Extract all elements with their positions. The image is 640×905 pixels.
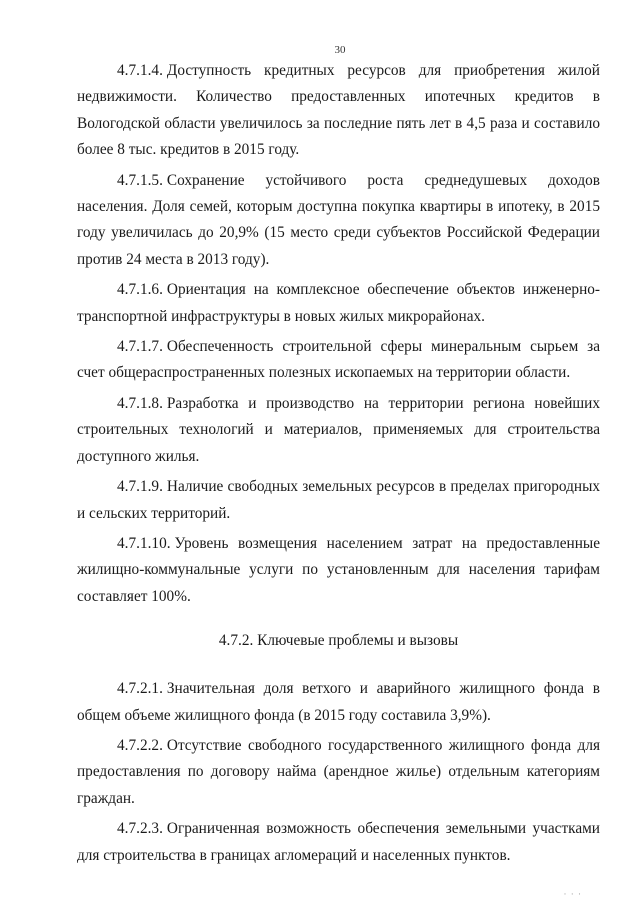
paragraph-4-7-1-5 (77, 168, 600, 274)
paragraph-number: 4.7.2.1. (117, 680, 163, 698)
document-body (77, 58, 600, 873)
paragraph-text: Доступность кредитных ресурсов для приобретения жилой недвижимости. Количество предоставленных ипотечных кредитов в Вологодской области увеличилось за последние пять лет в 4,5 раза и составило более 8 тыс. кредитов в 2015 году. (77, 62, 600, 159)
paragraph-number: 4.7.1.8. (117, 394, 163, 412)
paragraph-number: 4.7.1.4. (117, 62, 163, 79)
paragraph-4-7-1-10 (77, 531, 600, 610)
paragraph-number: 4.7.2.3. (117, 820, 163, 838)
paragraph-number: 4.7.1.5. (117, 171, 163, 189)
paragraph-4-7-2-1 (77, 676, 600, 729)
paragraph-text: Разработка и производство на территории региона новейших строительных технологий и материалов, применяемых для строительства доступного жилья. (77, 394, 600, 465)
paragraph-4-7-1-8 (77, 391, 600, 470)
paragraph-4-7-1-4 (77, 58, 600, 164)
paragraph-4-7-2-3 (77, 816, 600, 869)
paragraph-number: 4.7.1.9. (117, 478, 163, 496)
paragraph-4-7-1-6 (77, 277, 600, 330)
section-heading: 4.7.2. Ключевые проблемы и вызовы (218, 632, 459, 650)
footer-mark: · · · (563, 889, 582, 899)
paragraph-number: 4.7.1.10. (117, 534, 171, 552)
paragraph-4-7-1-7 (77, 334, 600, 387)
paragraph-text: Отсутствие свободного государственного жилищного фонда для предоставления по договору найма (арендное жилье) отдельным категориям граждан. (77, 736, 600, 807)
paragraph-text: Сохранение устойчивого роста среднедушевых доходов населения. Доля семей, которым доступна покупка квартиры в ипотеку, в 2015 году увеличилась до 20,9% (15 место среди субъектов Российской Федерации против 24 места в 2013 году). (77, 171, 600, 268)
paragraph-4-7-1-9 (77, 474, 600, 527)
paragraph-text: Уровень возмещения населением затрат на предоставленные жилищно-коммунальные услуги по установленным для населения тарифам составляет 100%. (77, 534, 600, 605)
paragraph-number: 4.7.2.2. (117, 736, 163, 754)
paragraph-4-7-2-2 (77, 733, 600, 812)
paragraph-text: Значительная доля ветхого и аварийного жилищного фонда в общем объеме жилищного фонда (в 2015 году составила 3,9%). (77, 680, 600, 724)
paragraph-text: Наличие свободных земельных ресурсов в пределах пригородных и сельских территорий. (77, 478, 600, 522)
paragraph-number: 4.7.1.6. (117, 281, 163, 299)
paragraph-text: Ориентация на комплексное обеспечение объектов инженерно-транспортной инфраструктуры в новых жилых микрорайонах. (77, 281, 600, 325)
paragraph-text: Обеспеченность строительной сферы минеральным сырьем за счет общераспространенных полезных ископаемых на территории области. (77, 338, 600, 382)
page-number: 30 (334, 44, 346, 56)
paragraph-text: Ограниченная возможность обеспечения земельными участками для строительства в границах агломераций и населенных пунктов. (77, 820, 600, 864)
paragraph-number: 4.7.1.7. (117, 338, 163, 356)
